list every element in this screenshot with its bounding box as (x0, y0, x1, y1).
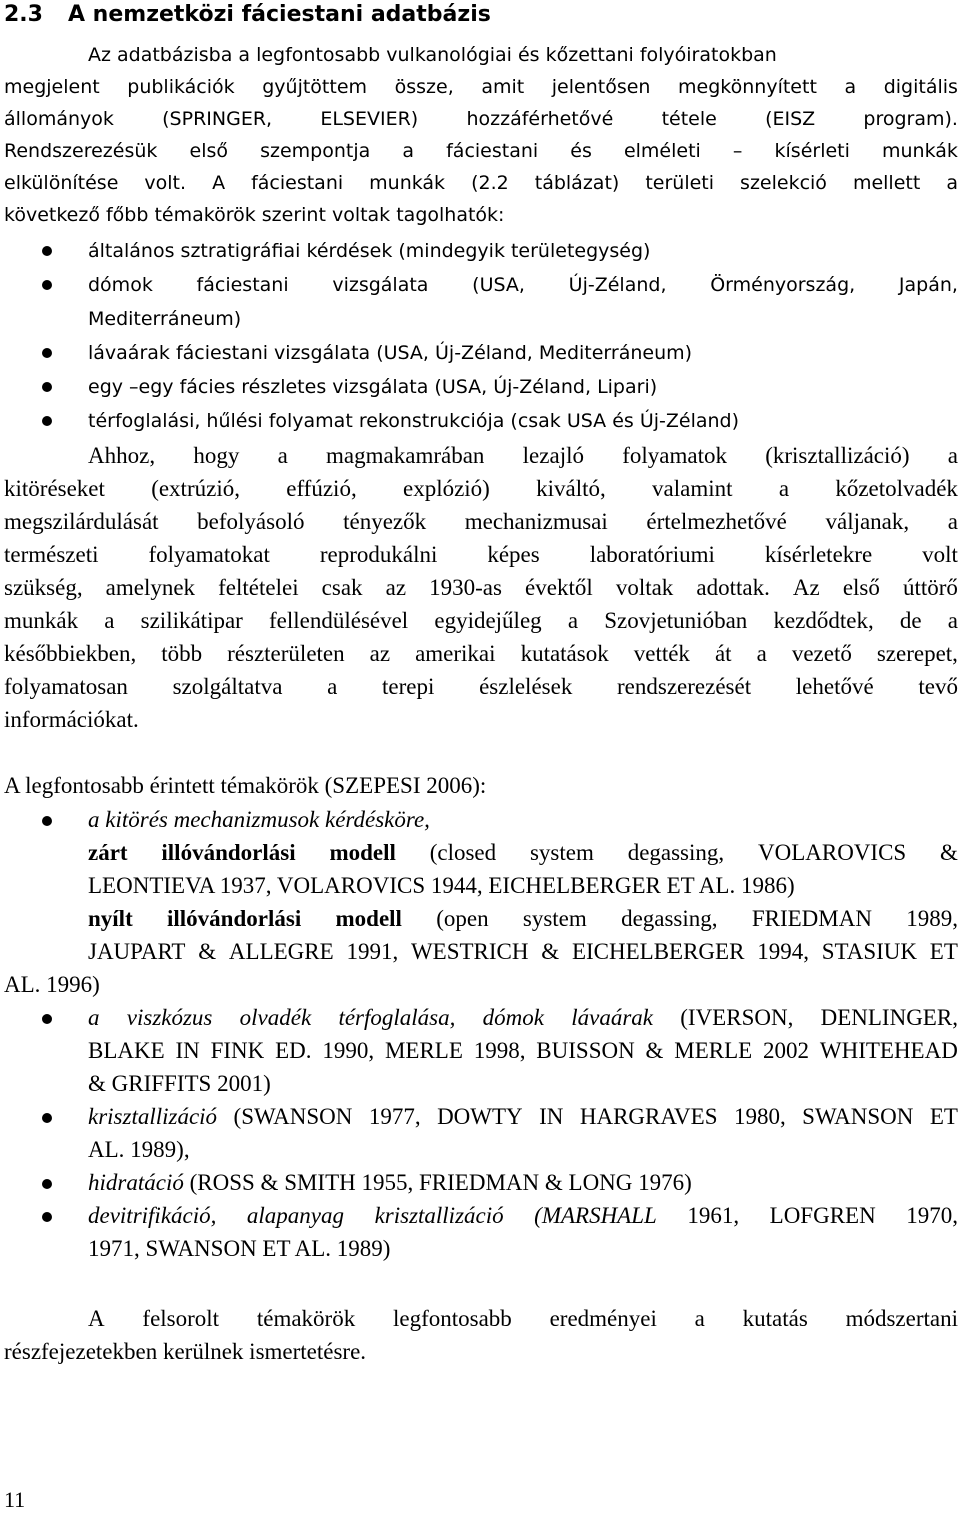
topic-item: a kitörés mechanizmusok kérdésköre, (88, 807, 430, 832)
section-number: 2.3 (4, 2, 43, 27)
list-item: általános sztratigráfiai kérdések (mindegyik területegység) (88, 240, 651, 262)
paragraph-2-line: megszilárdulását befolyásoló tényezők mechanizmusai értelmezhetővé váljanak, a (4, 509, 958, 534)
topic-item: nyílt illóvándorlási modell (open system degassing, FRIEDMAN 1989, (88, 906, 958, 931)
paragraph-2-line: munkák a szilikátipar fellendülésével egyidejűleg a Szovjetunióban kezdődtek, de a (4, 608, 958, 633)
topic-item-continuation: BLAKE IN FINK ED. 1990, MERLE 1998, BUISSON & MERLE 2002 WHITEHEAD (88, 1038, 958, 1063)
paragraph-2-line: szükség, amelynek feltételei csak az 1930-as évektől voltak adottak. Az első úttörő (4, 575, 958, 600)
paragraph-2-line: kitöréseket (extrúzió, effúzió, explózió) kiváltó, valamint a kőzetolvadék (4, 476, 958, 501)
topic-item: hidratáció (ROSS & SMITH 1955, FRIEDMAN & LONG 1976) (88, 1170, 692, 1195)
page-number: 11 (4, 1487, 26, 1512)
paragraph-1-line: elkülönítése volt. A fáciestani munkák (2.2 táblázat) területi szelekció mellett a (4, 172, 958, 194)
paragraph-2-line: későbbiekben, több részterületen az amerikai kutatások vették át a vezető szerepet, (4, 641, 958, 666)
topic-item: krisztallizáció (SWANSON 1977, DOWTY IN HARGRAVES 1980, SWANSON ET (88, 1104, 958, 1129)
paragraph-1-line: megjelent publikációk gyűjtöttem össze, amit jelentősen megkönnyített a digitális (4, 76, 958, 98)
paragraph-2-line: információkat. (4, 707, 139, 732)
topic-item: zárt illóvándorlási modell (closed system degassing, VOLAROVICS & (88, 840, 958, 865)
paragraph-2-line: folyamatosan szolgáltatva a terepi észlelések rendszerezését lehetővé tevő (4, 674, 958, 699)
bullet-icon (42, 1113, 52, 1123)
section-heading (4, 0, 491, 30)
closing-line: részfejezetekben kerülnek ismertetésre. (4, 1339, 367, 1364)
topic-item-continuation: 1971, SWANSON ET AL. 1989) (88, 1236, 391, 1261)
paragraph-2-line: természeti folyamatokat reprodukálni képes laboratóriumi kísérletekre volt (4, 542, 958, 567)
topic-item-continuation: JAUPART & ALLEGRE 1991, WESTRICH & EICHELBERGER 1994, STASIUK ET (88, 939, 958, 964)
paragraph-2-line: Ahhoz, hogy a magmakamrában lezajló folyamatok (krisztallizáció) a (88, 443, 958, 468)
paragraph-1-line: Az adatbázisba a legfontosabb vulkanológiai és kőzettani folyóiratokban (88, 44, 777, 66)
topic-item-continuation: AL. 1996) (4, 972, 100, 997)
bullet-icon (42, 280, 52, 290)
list-item: egy –egy fácies részletes vizsgálata (USA, Új-Zéland, Lipari) (88, 376, 658, 398)
bullet-icon (42, 816, 52, 826)
bullet-icon (42, 348, 52, 358)
paragraph-1-line: Rendszerezésük első szempontja a fáciestani és elméleti – kísérleti munkák (4, 140, 958, 162)
list-item: dómok fáciestani vizsgálata (USA, Új-Zéland, Örményország, Japán, (88, 274, 958, 296)
list-item-continuation: Mediterráneum) (88, 308, 242, 330)
section-title: A nemzetközi fáciestani adatbázis (68, 2, 491, 27)
bullet-icon (42, 1014, 52, 1024)
paragraph-1-line: következő főbb témakörök szerint voltak tagolhatók: (4, 204, 505, 226)
bullet-icon (42, 1212, 52, 1222)
topic-item: a viszkózus olvadék térfoglalása, dómok lávaárak (IVERSON, DENLINGER, (88, 1005, 958, 1030)
bullet-icon (42, 1179, 52, 1189)
bullet-icon (42, 416, 52, 426)
paragraph-1-line: állományok (SPRINGER, ELSEVIER) hozzáférhetővé tétele (EISZ program). (4, 108, 958, 130)
topic-item: devitrifikáció, alapanyag krisztallizáció (MARSHALL 1961, LOFGREN 1970, (88, 1203, 958, 1228)
topic-item-continuation: & GRIFFITS 2001) (88, 1071, 271, 1096)
bullet-icon (42, 382, 52, 392)
topic-item-continuation: AL. 1989), (88, 1137, 190, 1162)
topics-intro: A legfontosabb érintett témakörök (SZEPESI 2006): (4, 773, 487, 798)
closing-line: A felsorolt témakörök legfontosabb eredményei a kutatás módszertani (88, 1306, 958, 1331)
topic-item-continuation: LEONTIEVA 1937, VOLAROVICS 1944, EICHELBERGER ET AL. 1986) (88, 873, 795, 898)
list-item: térfoglalási, hűlési folyamat rekonstrukciója (csak USA és Új-Zéland) (88, 410, 740, 432)
list-item: lávaárak fáciestani vizsgálata (USA, Új-Zéland, Mediterráneum) (88, 342, 693, 364)
bullet-icon (42, 246, 52, 256)
